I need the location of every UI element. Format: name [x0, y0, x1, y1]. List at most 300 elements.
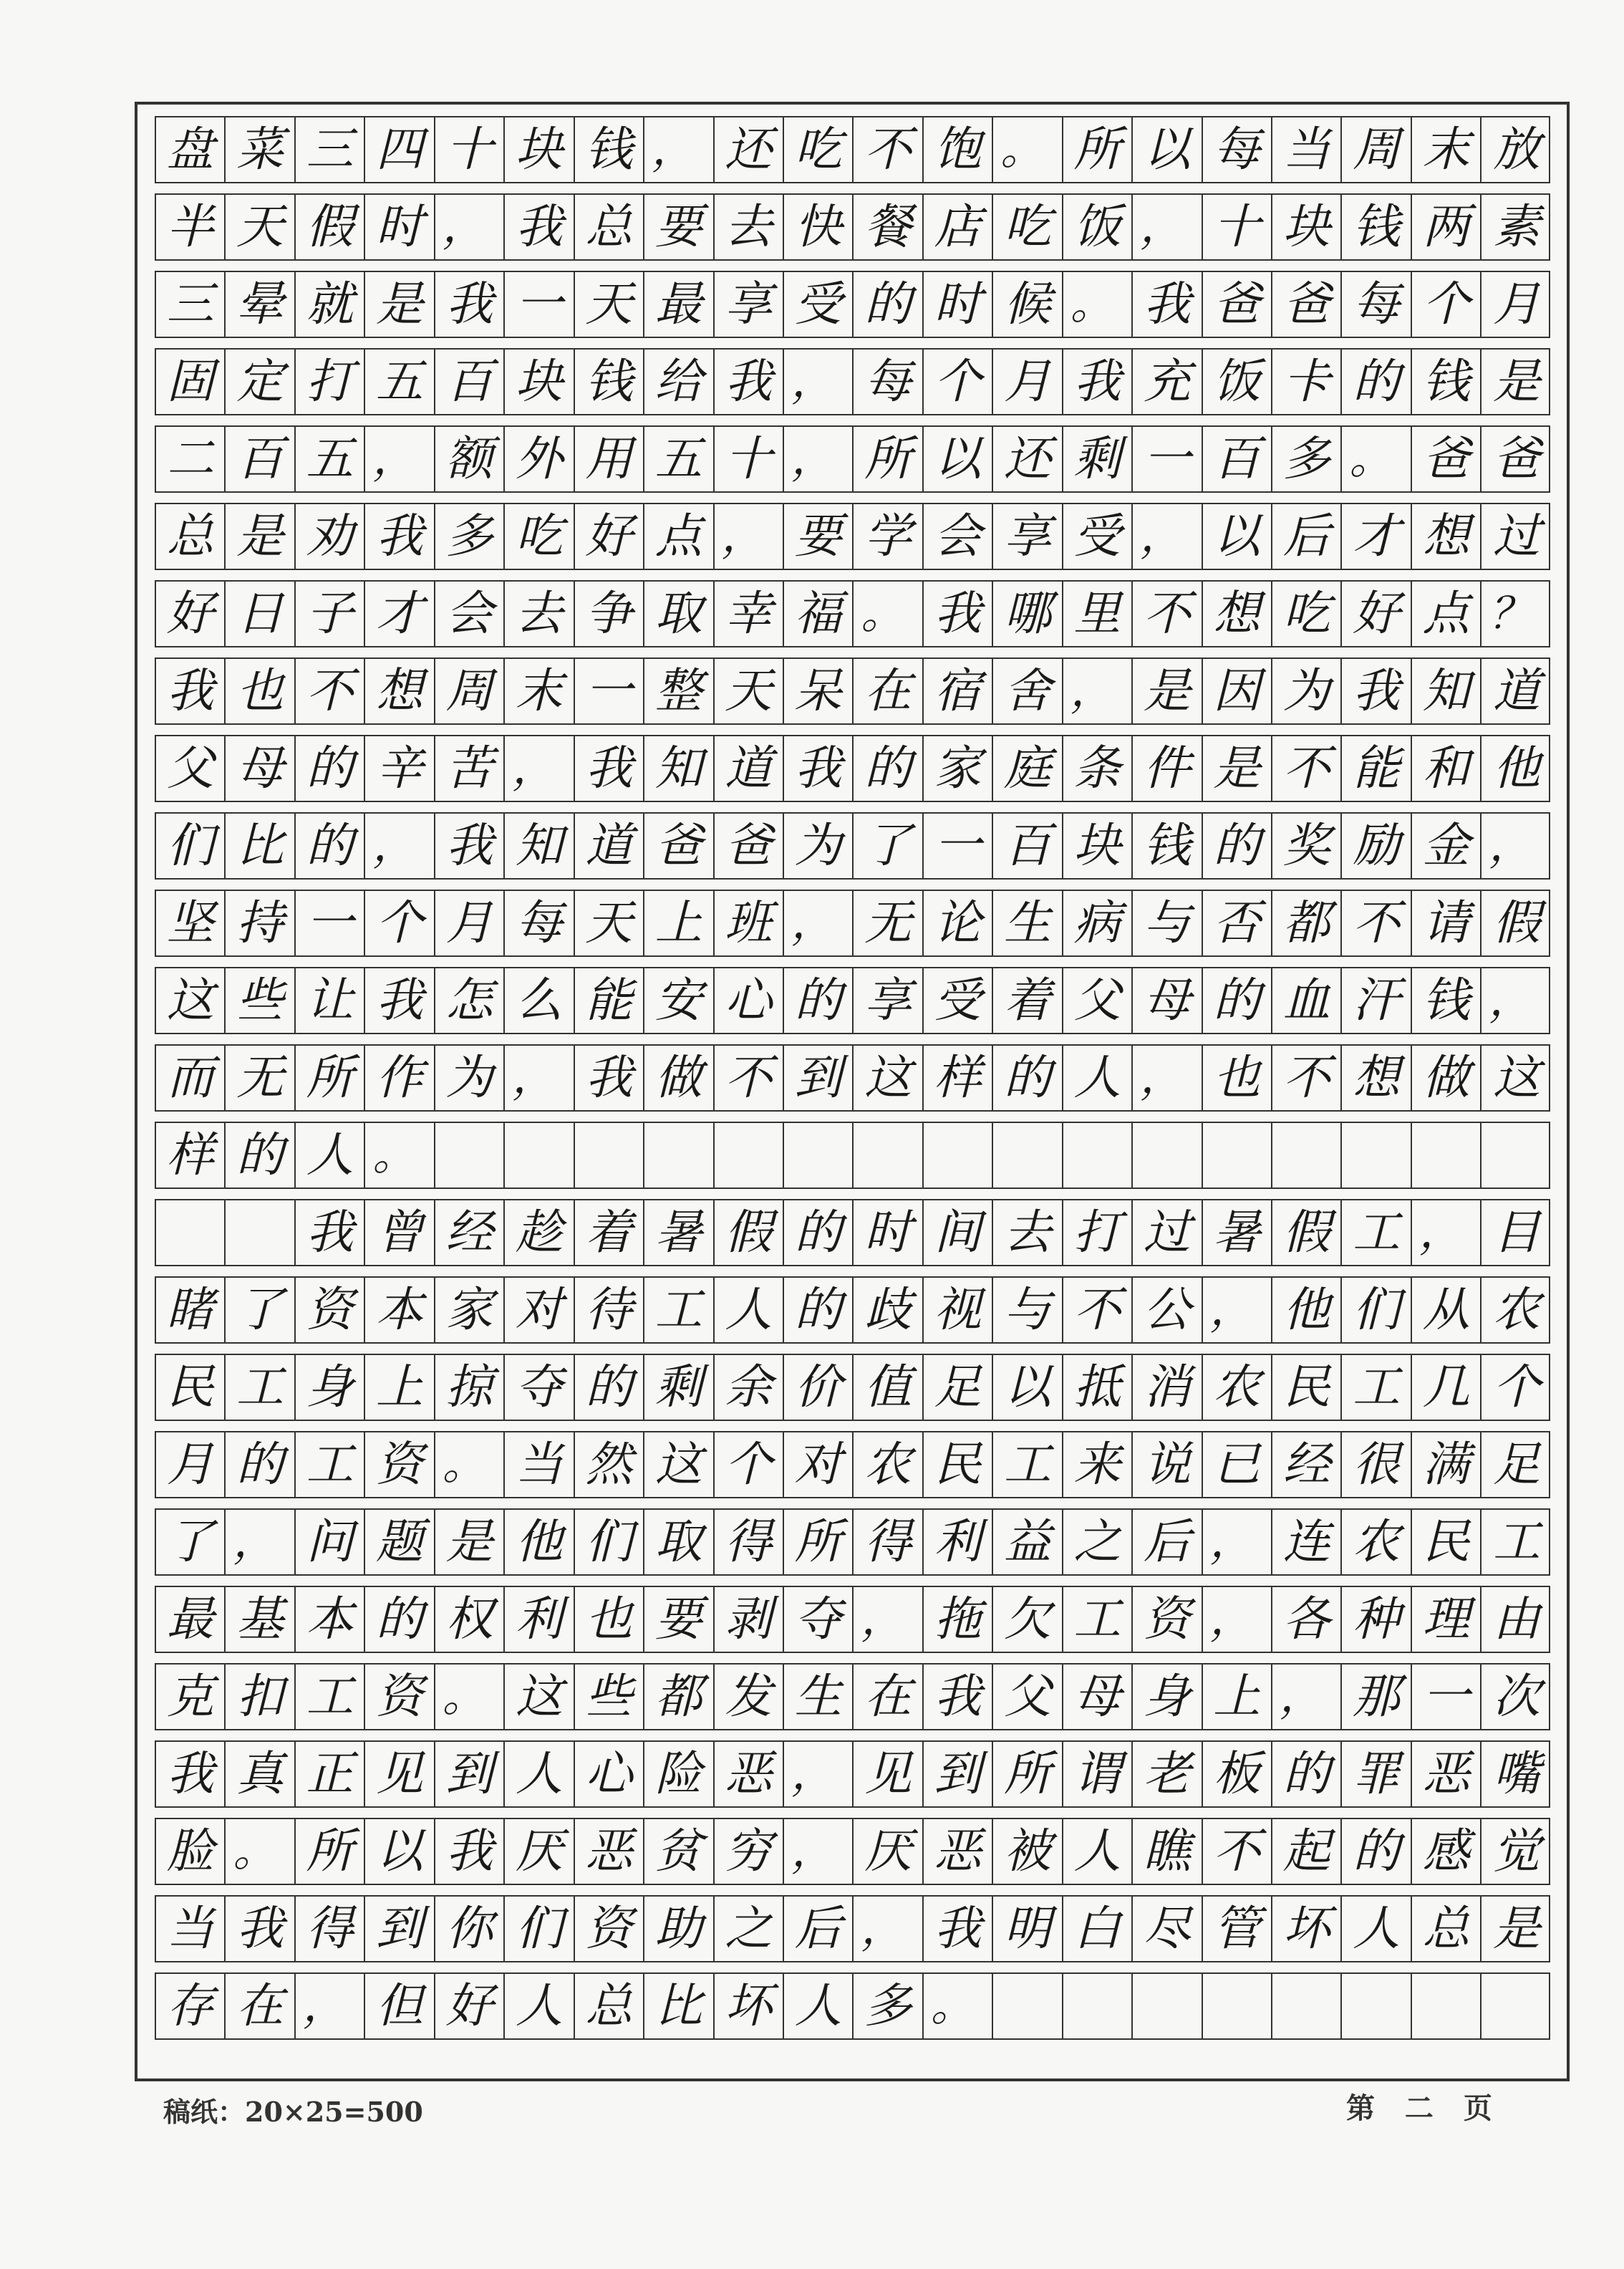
- grid-cell: [575, 1123, 644, 1188]
- grid-cell: [1272, 1123, 1342, 1188]
- grid-cell: 后: [784, 1897, 854, 1961]
- grid-cell: [435, 1123, 505, 1188]
- grid-cell: 资: [575, 1897, 644, 1961]
- grid-cell: 。: [435, 1432, 505, 1497]
- grid-cell: 题: [365, 1510, 435, 1574]
- grid-cell: 剩: [1063, 427, 1133, 491]
- grid-cell: 个: [365, 891, 435, 955]
- grid-cell: 间: [924, 1200, 993, 1265]
- grid-cell: 觉: [1493, 1824, 1541, 1879]
- grid-cell: 取: [644, 1510, 714, 1574]
- grid-cell: 民: [156, 1355, 226, 1420]
- grid-cell: 最: [156, 1587, 226, 1652]
- grid-cell: ？: [1489, 589, 1532, 639]
- grid-cell: 时: [924, 272, 993, 337]
- grid-cell: ，: [784, 350, 854, 414]
- grid-cell: 不: [1133, 582, 1202, 646]
- grid-cell: 对: [784, 1432, 854, 1497]
- grid-cell: 吃: [784, 117, 854, 182]
- grid-cell: 钱: [1133, 814, 1202, 878]
- grid-cell: 与: [993, 1278, 1063, 1342]
- grid-cell: 益: [993, 1510, 1063, 1574]
- grid-cell: 菜: [226, 117, 295, 182]
- grid-cell: 钱: [1412, 968, 1482, 1033]
- grid-cell: 还: [993, 427, 1063, 491]
- paper-spec-label: 稿纸：20×25=500: [163, 2096, 423, 2128]
- grid-cell: 。: [1063, 272, 1133, 337]
- grid-cell: 我: [296, 1200, 365, 1265]
- grid-cell: 的: [854, 272, 923, 337]
- grid-cell: 餐: [854, 195, 923, 259]
- grid-cell: 三: [296, 117, 365, 182]
- grid-cell: 么: [505, 968, 574, 1033]
- manuscript-sheet: [135, 102, 1570, 2081]
- grid-cell: [924, 1123, 993, 1188]
- grid-cell: 从: [1412, 1278, 1482, 1342]
- grid-cell: 好: [575, 504, 644, 569]
- grid-cell: 险: [644, 1742, 714, 1806]
- grid-cell: 班: [715, 891, 784, 955]
- grid-cell: 爸: [644, 814, 714, 878]
- grid-cell: 享: [993, 504, 1063, 569]
- grid-cell: 扣: [226, 1665, 295, 1729]
- grid-cell: 工: [1342, 1200, 1411, 1265]
- grid-cell: 视: [924, 1278, 993, 1342]
- grid-cell: 你: [435, 1897, 505, 1961]
- grid-cell: 工: [644, 1278, 714, 1342]
- grid-row: [155, 1044, 1550, 1112]
- grid-cell: 都: [1272, 891, 1342, 955]
- grid-cell: 我: [1133, 272, 1202, 337]
- grid-cell: 的: [854, 736, 923, 801]
- grid-cell: 汗: [1342, 968, 1411, 1033]
- grid-cell: 好: [435, 1974, 505, 2038]
- grid-row: [155, 271, 1550, 338]
- grid-cell: 而: [156, 1046, 226, 1110]
- grid-row: [155, 1895, 1550, 1962]
- grid-cell: 他: [1493, 741, 1541, 796]
- grid-cell: 的: [1342, 350, 1411, 414]
- grid-cell: 饱: [924, 117, 993, 182]
- grid-cell: 天: [715, 659, 784, 723]
- grid-cell: 我: [226, 1897, 295, 1961]
- grid-cell: 目: [1493, 1205, 1541, 1260]
- grid-cell: 农: [854, 1432, 923, 1497]
- grid-cell: 本: [296, 1587, 365, 1652]
- grid-cell: 对: [505, 1278, 574, 1342]
- grid-cell: 时: [854, 1200, 923, 1265]
- grid-cell: 取: [644, 582, 714, 646]
- grid-cell: 到: [435, 1742, 505, 1806]
- grid-cell: 上: [644, 891, 714, 955]
- grid-cell: 足: [1493, 1437, 1541, 1492]
- grid-cell: 给: [644, 350, 714, 414]
- grid-cell: 后: [1133, 1510, 1202, 1574]
- grid-cell: 道: [575, 814, 644, 878]
- grid-row: [155, 890, 1550, 957]
- grid-cell: 想: [1412, 504, 1482, 569]
- grid-cell: 不: [296, 659, 365, 723]
- grid-cell: 条: [1063, 736, 1133, 801]
- grid-cell: 想: [365, 659, 435, 723]
- grid-cell: 要: [644, 1587, 714, 1652]
- grid-cell: 我: [924, 582, 993, 646]
- grid-cell: 额: [435, 427, 505, 491]
- grid-cell: 享: [715, 272, 784, 337]
- grid-cell: 的: [993, 1046, 1063, 1110]
- grid-cell: 的: [1272, 1742, 1342, 1806]
- grid-cell: 天: [575, 272, 644, 337]
- grid-cell: 生: [993, 891, 1063, 955]
- grid-row: [155, 1818, 1550, 1885]
- grid-cell: 着: [993, 968, 1063, 1033]
- grid-cell: 几: [1412, 1355, 1482, 1420]
- grid-cell: 快: [784, 195, 854, 259]
- grid-cell: 不: [1272, 736, 1342, 801]
- grid-cell: 工: [296, 1432, 365, 1497]
- grid-cell: 暑: [1203, 1200, 1272, 1265]
- grid-cell: 脸: [156, 1819, 226, 1884]
- grid-row: [155, 735, 1550, 802]
- grid-cell: 一: [1133, 427, 1202, 491]
- grid-cell: 宿: [924, 659, 993, 723]
- grid-cell: 以: [1133, 117, 1202, 182]
- grid-cell: 这: [156, 968, 226, 1033]
- grid-cell: 剩: [644, 1355, 714, 1420]
- grid-cell: 爸: [1412, 427, 1482, 491]
- grid-row: [155, 193, 1550, 261]
- grid-cell: 资: [365, 1665, 435, 1729]
- grid-cell: 资: [296, 1278, 365, 1342]
- grid-cell: 每: [505, 891, 574, 955]
- grid-cell: 件: [1133, 736, 1202, 801]
- grid-cell: 上: [365, 1355, 435, 1420]
- grid-cell: 盘: [156, 117, 226, 182]
- grid-cell: [1482, 1123, 1551, 1188]
- grid-cell: ，: [854, 1897, 923, 1961]
- grid-cell: [1272, 1974, 1342, 2038]
- grid-cell: 。: [226, 1819, 295, 1884]
- grid-cell: 学: [854, 504, 923, 569]
- grid-cell: 庭: [993, 736, 1063, 801]
- grid-cell: 不: [715, 1046, 784, 1110]
- grid-cell: 道: [715, 736, 784, 801]
- grid-cell: 整: [644, 659, 714, 723]
- grid-cell: 做: [1412, 1046, 1482, 1110]
- grid-cell: 最: [644, 272, 714, 337]
- grid-cell: 了: [854, 814, 923, 878]
- grid-cell: 管: [1203, 1897, 1272, 1961]
- grid-cell: 在: [854, 659, 923, 723]
- grid-cell: 为: [784, 814, 854, 878]
- grid-row: [155, 116, 1550, 183]
- grid-cell: 贫: [644, 1819, 714, 1884]
- grid-cell: 一: [1412, 1665, 1482, 1729]
- grid-cell: [1412, 1974, 1482, 2038]
- grid-cell: 是: [365, 272, 435, 337]
- grid-cell: 是: [226, 504, 295, 569]
- grid-cell: 是: [1133, 659, 1202, 723]
- grid-cell: 人: [1063, 1819, 1133, 1884]
- grid-cell: 暑: [644, 1200, 714, 1265]
- grid-cell: 真: [226, 1742, 295, 1806]
- grid-cell: 人: [784, 1974, 854, 2038]
- grid-cell: 会: [924, 504, 993, 569]
- grid-cell: 和: [1412, 736, 1482, 801]
- grid-cell: 月: [435, 891, 505, 955]
- grid-cell: 当: [505, 1432, 574, 1497]
- grid-row: [155, 1431, 1550, 1498]
- grid-cell: 个: [1412, 272, 1482, 337]
- grid-cell: 末: [505, 659, 574, 723]
- grid-cell: 血: [1272, 968, 1342, 1033]
- grid-cell: 了: [226, 1278, 295, 1342]
- grid-cell: 每: [854, 350, 923, 414]
- grid-cell: [1063, 1123, 1133, 1188]
- grid-cell: 得: [296, 1897, 365, 1961]
- grid-cell: 为: [435, 1046, 505, 1110]
- grid-cell: [1342, 1974, 1411, 2038]
- grid-cell: 父: [993, 1665, 1063, 1729]
- grid-cell: 基: [226, 1587, 295, 1652]
- grid-cell: 过: [1493, 509, 1541, 564]
- grid-cell: 母: [1133, 968, 1202, 1033]
- grid-cell: 。: [435, 1665, 505, 1729]
- grid-cell: 所: [296, 1046, 365, 1110]
- grid-cell: 些: [575, 1665, 644, 1729]
- grid-row: [155, 580, 1550, 647]
- grid-cell: 百: [1203, 427, 1272, 491]
- grid-cell: 要: [644, 195, 714, 259]
- grid-cell: 。: [365, 1123, 435, 1188]
- grid-cell: 都: [644, 1665, 714, 1729]
- grid-cell: [1203, 1123, 1272, 1188]
- grid-cell: 假: [1272, 1200, 1342, 1265]
- grid-cell: ，: [435, 195, 505, 259]
- grid-cell: 我: [365, 968, 435, 1033]
- grid-cell: 店: [924, 195, 993, 259]
- grid-cell: 两: [1412, 195, 1482, 259]
- grid-row: [155, 425, 1550, 493]
- grid-cell: 个: [924, 350, 993, 414]
- grid-cell: 样: [156, 1123, 226, 1188]
- grid-cell: 想: [1203, 582, 1272, 646]
- grid-row: [155, 1586, 1550, 1653]
- grid-cell: 农: [1493, 1282, 1541, 1337]
- grid-cell: 三: [156, 272, 226, 337]
- grid-cell: 作: [365, 1046, 435, 1110]
- grid-cell: 权: [435, 1587, 505, 1652]
- grid-cell: 的: [784, 968, 854, 1033]
- grid-cell: 连: [1272, 1510, 1342, 1574]
- grid-cell: 这: [644, 1432, 714, 1497]
- grid-cell: 打: [1063, 1200, 1133, 1265]
- grid-cell: 身: [1133, 1665, 1202, 1729]
- grid-cell: 人: [715, 1278, 784, 1342]
- grid-cell: 恶: [924, 1819, 993, 1884]
- grid-cell: 幸: [715, 582, 784, 646]
- grid-cell: 起: [1272, 1819, 1342, 1884]
- grid-cell: 为: [1272, 659, 1342, 723]
- grid-cell: [784, 1123, 854, 1188]
- grid-cell: 不: [854, 117, 923, 182]
- grid-cell: 用: [575, 427, 644, 491]
- grid-cell: 知: [644, 736, 714, 801]
- grid-cell: ，: [715, 504, 784, 569]
- grid-cell: 吃: [993, 195, 1063, 259]
- grid-cell: 民: [1272, 1355, 1342, 1420]
- grid-cell: 奖: [1272, 814, 1342, 878]
- grid-cell: 些: [226, 968, 295, 1033]
- grid-cell: 足: [924, 1355, 993, 1420]
- grid-cell: 之: [1063, 1510, 1133, 1574]
- grid-cell: 吃: [505, 504, 574, 569]
- grid-cell: 五: [296, 427, 365, 491]
- grid-cell: 农: [1342, 1510, 1411, 1574]
- grid-cell: 公: [1133, 1278, 1202, 1342]
- grid-cell: 每: [1342, 272, 1411, 337]
- grid-cell: 请: [1412, 891, 1482, 955]
- grid-cell: 消: [1133, 1355, 1202, 1420]
- grid-cell: 百: [226, 427, 295, 491]
- grid-cell: 才: [1342, 504, 1411, 569]
- grid-cell: 与: [1133, 891, 1202, 955]
- grid-cell: 所: [854, 427, 923, 491]
- grid-cell: [993, 1974, 1063, 2038]
- grid-cell: 晕: [226, 272, 295, 337]
- grid-cell: 这: [505, 1665, 574, 1729]
- grid-cell: 五: [365, 350, 435, 414]
- grid-row: [155, 348, 1550, 415]
- grid-cell: 了: [156, 1510, 226, 1574]
- grid-cell: 人: [1342, 1897, 1411, 1961]
- grid-cell: 也: [1203, 1046, 1272, 1110]
- grid-row: [155, 812, 1550, 880]
- grid-cell: 夺: [784, 1587, 854, 1652]
- grid-cell: 时: [365, 195, 435, 259]
- grid-cell: 不: [1272, 1046, 1342, 1110]
- grid-cell: 不: [1203, 1819, 1272, 1884]
- grid-row: [155, 1199, 1550, 1266]
- grid-cell: 助: [644, 1897, 714, 1961]
- grid-row: [155, 1663, 1550, 1730]
- grid-cell: 已: [1203, 1432, 1272, 1497]
- grid-cell: ，: [1133, 504, 1202, 569]
- grid-cell: [644, 1123, 714, 1188]
- grid-cell: 也: [226, 659, 295, 723]
- grid-cell: 哪: [993, 582, 1063, 646]
- grid-cell: ，: [1272, 1665, 1342, 1729]
- grid-cell: 他: [505, 1510, 574, 1574]
- grid-cell: ，: [296, 1974, 365, 2038]
- grid-cell: 明: [993, 1897, 1063, 1961]
- grid-cell: 余: [715, 1355, 784, 1420]
- grid-cell: 才: [365, 582, 435, 646]
- grid-cell: 一: [296, 891, 365, 955]
- grid-cell: ，: [784, 427, 854, 491]
- grid-cell: 舍: [993, 659, 1063, 723]
- grid-cell: 不: [1342, 891, 1411, 955]
- grid-cell: 多: [1272, 427, 1342, 491]
- grid-cell: 价: [784, 1355, 854, 1420]
- grid-cell: 假: [1493, 895, 1541, 950]
- grid-row: [155, 1122, 1550, 1189]
- grid-cell: 爸: [1493, 431, 1541, 486]
- grid-cell: 。: [924, 1974, 993, 2038]
- grid-cell: [1063, 1974, 1133, 2038]
- grid-cell: 见: [854, 1742, 923, 1806]
- grid-cell: 尽: [1133, 1897, 1202, 1961]
- grid-cell: 欠: [993, 1587, 1063, 1652]
- grid-cell: 我: [575, 736, 644, 801]
- grid-cell: ，: [1063, 659, 1133, 723]
- grid-cell: 们: [156, 814, 226, 878]
- grid-cell: 点: [644, 504, 714, 569]
- grid-cell: 安: [644, 968, 714, 1033]
- grid-cell: 饭: [1203, 350, 1272, 414]
- grid-cell: 到: [784, 1046, 854, 1110]
- grid-cell: 值: [854, 1355, 923, 1420]
- grid-cell: 民: [924, 1432, 993, 1497]
- grid-cell: [505, 1123, 574, 1188]
- grid-cell: 们: [505, 1897, 574, 1961]
- grid-cell: 次: [1493, 1669, 1541, 1724]
- grid-cell: 素: [1493, 199, 1541, 254]
- grid-cell: 到: [365, 1897, 435, 1961]
- grid-cell: 厌: [505, 1819, 574, 1884]
- grid-cell: ，: [365, 814, 435, 878]
- grid-cell: 苦: [435, 736, 505, 801]
- grid-cell: 无: [226, 1046, 295, 1110]
- grid-cell: 道: [1493, 663, 1541, 718]
- grid-cell: 理: [1412, 1587, 1482, 1652]
- grid-cell: 父: [156, 736, 226, 801]
- grid-cell: 月: [993, 350, 1063, 414]
- grid-cell: 问: [296, 1510, 365, 1574]
- grid-cell: 谓: [1063, 1742, 1133, 1806]
- grid-cell: 母: [226, 736, 295, 801]
- grid-cell: 老: [1133, 1742, 1202, 1806]
- grid-cell: 假: [715, 1200, 784, 1265]
- grid-cell: 十: [715, 427, 784, 491]
- grid-cell: 我: [924, 1897, 993, 1961]
- grid-cell: 去: [993, 1200, 1063, 1265]
- grid-cell: 父: [1063, 968, 1133, 1033]
- grid-cell: [715, 1123, 784, 1188]
- grid-cell: 块: [505, 117, 574, 182]
- grid-cell: 放: [1493, 122, 1541, 177]
- grid-cell: 人: [296, 1123, 365, 1188]
- grid-cell: 但: [365, 1974, 435, 2038]
- grid-cell: [1203, 1974, 1272, 2038]
- grid-cell: 待: [575, 1278, 644, 1342]
- grid-cell: 要: [784, 504, 854, 569]
- grid-cell: 是: [435, 1510, 505, 1574]
- grid-cell: 说: [1133, 1432, 1202, 1497]
- grid-cell: 周: [1342, 117, 1411, 182]
- grid-cell: 的: [1203, 968, 1272, 1033]
- grid-cell: 外: [505, 427, 574, 491]
- grid-cell: 卡: [1272, 350, 1342, 414]
- grid-cell: 辛: [365, 736, 435, 801]
- grid-cell: ，: [1412, 1200, 1482, 1265]
- grid-cell: 恶: [575, 1819, 644, 1884]
- grid-cell: 去: [505, 582, 574, 646]
- grid-cell: 的: [575, 1355, 644, 1420]
- grid-cell: 论: [924, 891, 993, 955]
- grid-cell: ，: [1489, 821, 1532, 871]
- grid-cell: [226, 1200, 295, 1265]
